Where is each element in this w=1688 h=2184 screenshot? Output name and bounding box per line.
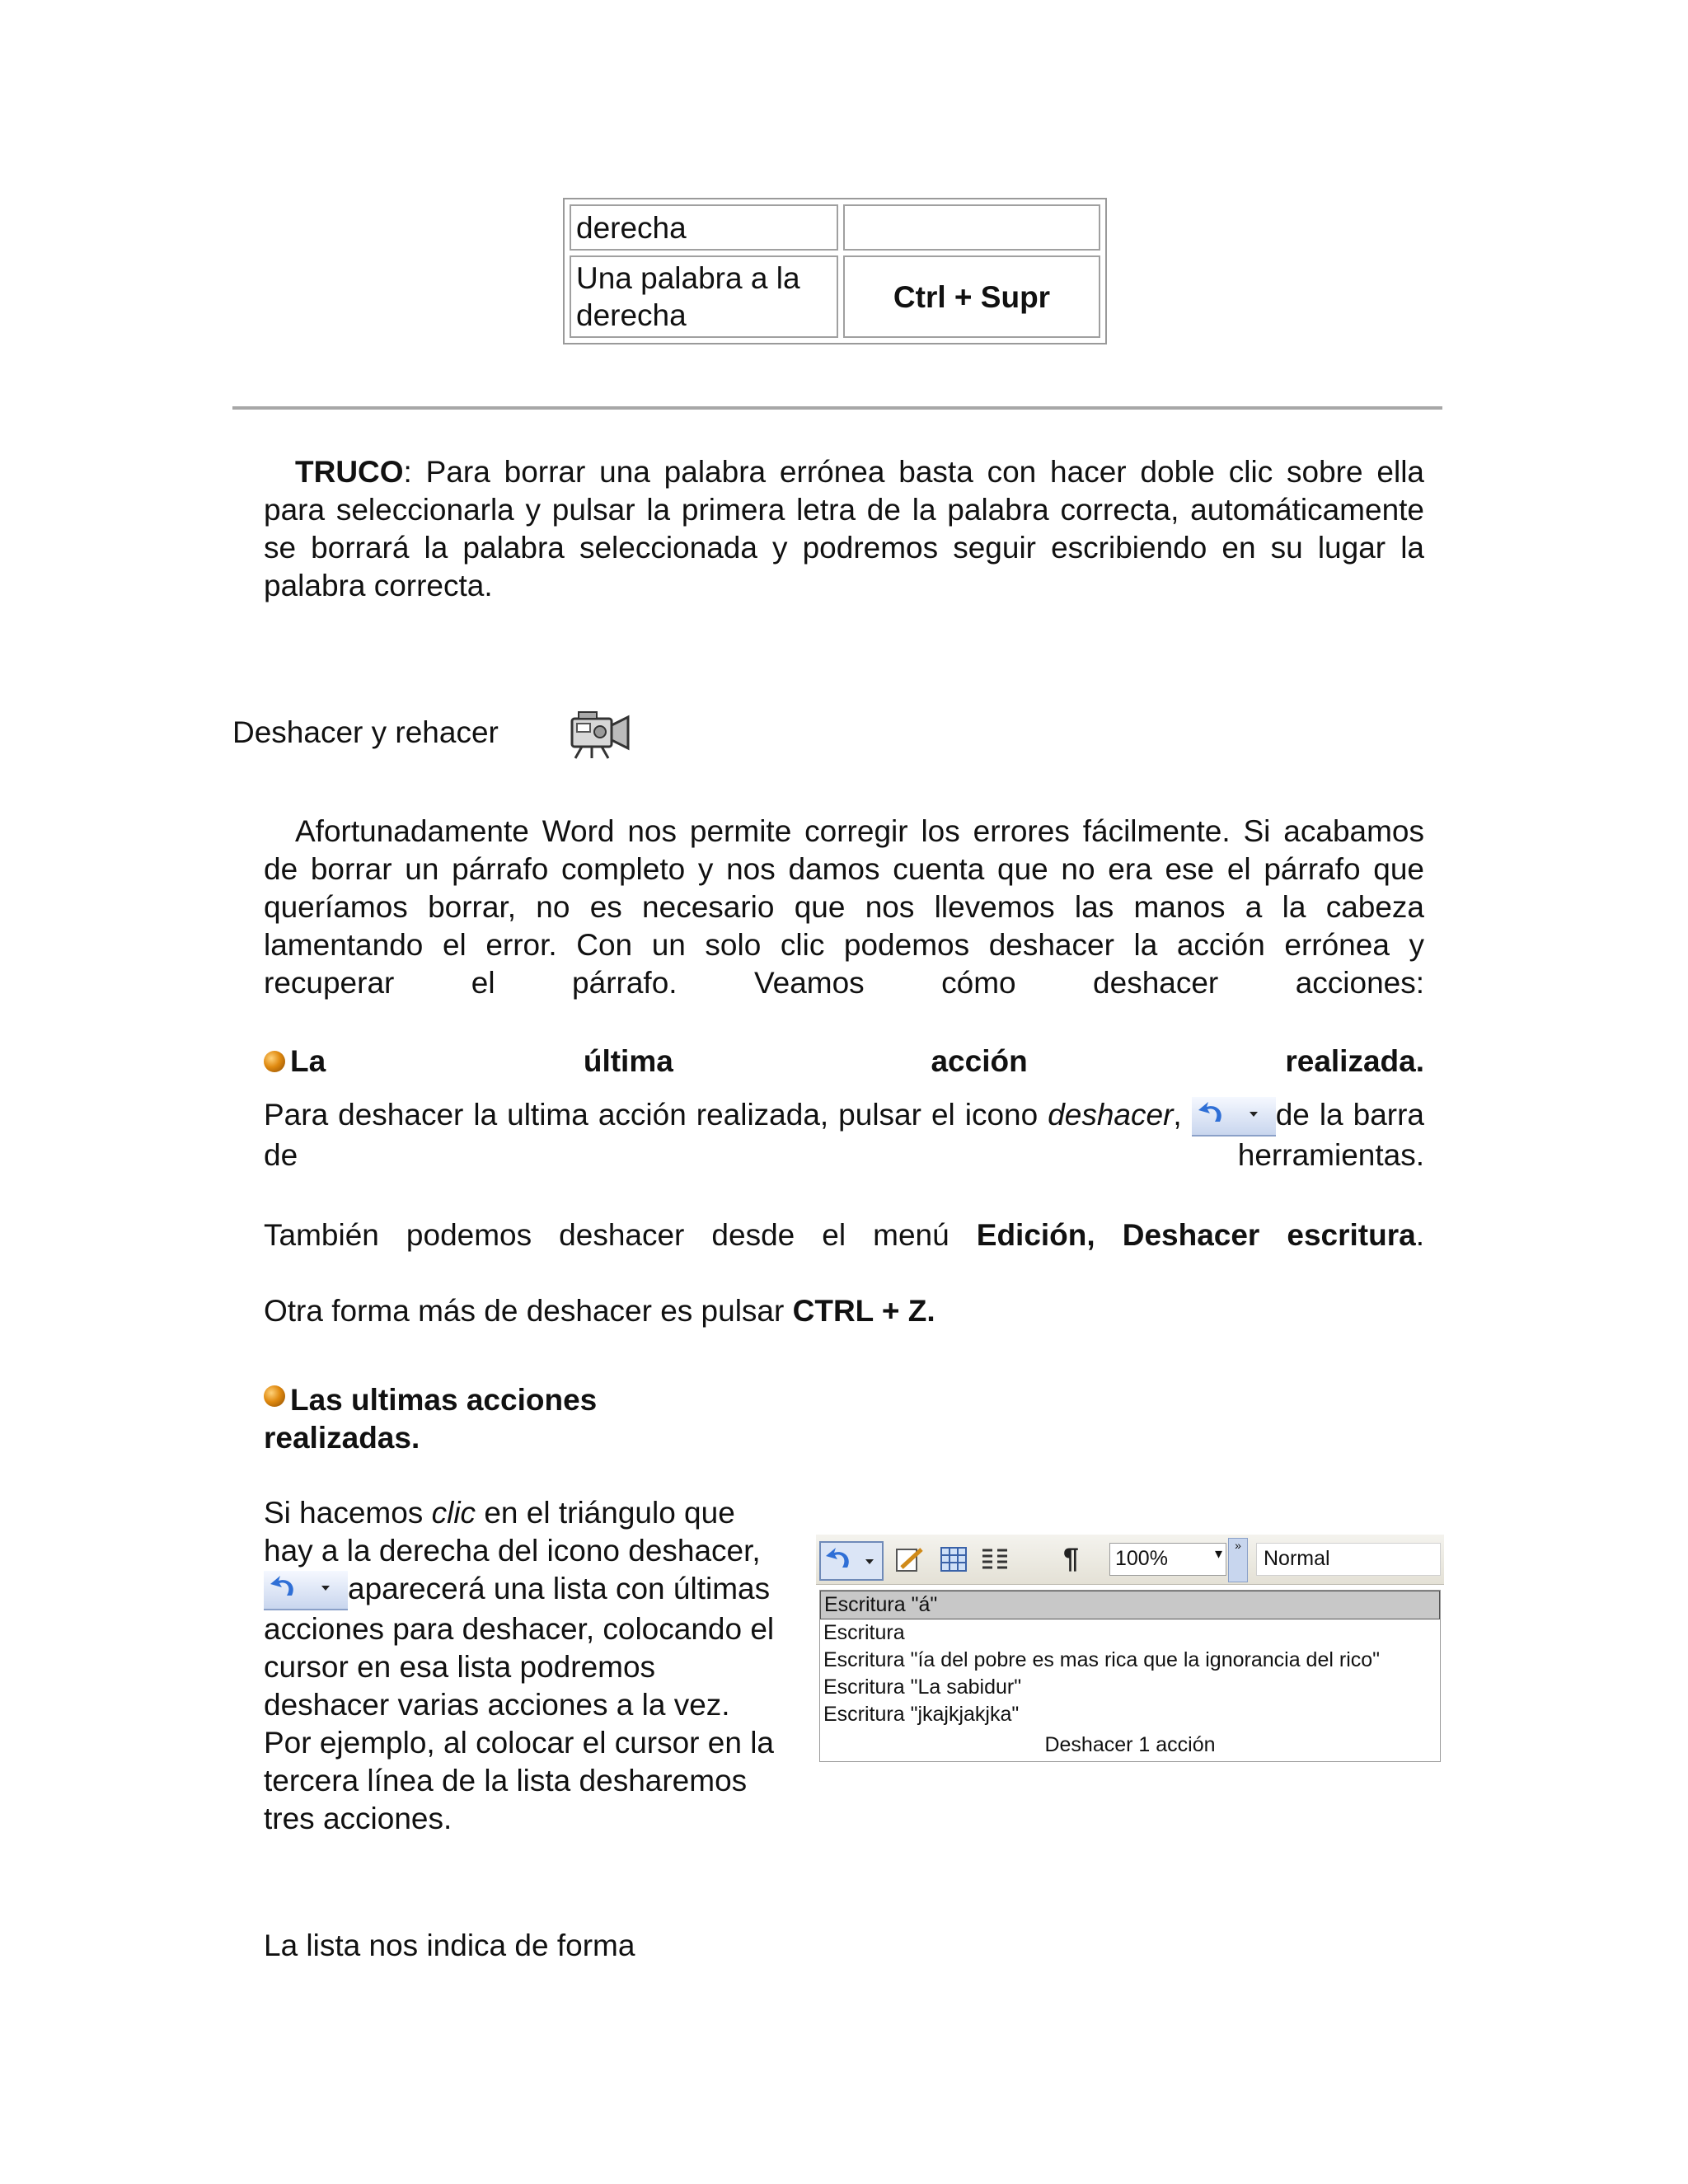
last-actions-text-em: clic (431, 1496, 476, 1530)
drawing-icon[interactable] (895, 1546, 925, 1574)
last-action-text-em: deshacer (1048, 1098, 1174, 1132)
toolbar (816, 1535, 1444, 1585)
last-action-text-b: , (1173, 1098, 1192, 1132)
last-actions-heading-text: Las ultimas acciones realizadas. (264, 1383, 598, 1455)
table-icon[interactable] (940, 1546, 968, 1572)
last-actions-text-c: aparecerá una lista con últimas acciones para deshacer, colocando el cursor en esa lista podremos deshacer varias acciones a la vez. Por ejemplo, al colocar el cursor en la tercera línea de la lista desharemos tres acciones. (264, 1572, 775, 1835)
last-actions-paragraph-1 (264, 1494, 785, 1838)
last-actions-text-a: Si hacemos (264, 1496, 432, 1530)
table-row (570, 204, 1100, 251)
last-action-p3-bold: CTRL + Z. (792, 1294, 935, 1328)
zoom-value: 100% (1115, 1547, 1168, 1570)
columns-icon[interactable] (981, 1546, 1009, 1572)
intro-paragraph: Afortunadamente Word nos permite corregir los errores fácilmente. Si acabamos de borrar un párrafo completo y nos damos cuenta que no era ese el párrafo que queríamos borrar, no es necesario que nos llevemos las manos a la cabeza lamentando el error. Con un solo clic podemos deshacer la acción errónea y recuperar el párrafo. Veamos cómo deshacer acciones: (264, 814, 1424, 1000)
table-cell-action: Una palabra a la derecha (570, 255, 838, 338)
last-actions-text-b: en el triángulo que hay a la derecha del icono deshacer, (264, 1496, 761, 1568)
tip-label: TRUCO (295, 455, 404, 489)
table-cell-keys: Ctrl + Supr (843, 255, 1100, 338)
last-actions-paragraph-2: La lista nos indica de forma (264, 1929, 635, 1962)
table-cell-keys (843, 204, 1100, 251)
undo-list-screenshot (816, 1535, 1444, 1774)
style-value: Normal (1264, 1547, 1330, 1570)
section-title (232, 714, 499, 752)
tip-text: : Para borrar una palabra errónea basta con hacer doble clic sobre ella para seleccionarla y pulsar la primera letra de la palabra correcta, automáticamente se borrará la palabra seleccionada y podremos seguir escribiendo en su lugar la palabra correcta. (264, 455, 1424, 602)
last-action-p2-a: También podemos deshacer desde el menú (264, 1218, 977, 1252)
undo-list (819, 1590, 1441, 1762)
last-action-p3-a: Otra forma más de deshacer es pulsar (264, 1294, 793, 1328)
horizontal-rule (232, 406, 1442, 410)
undo-list-item[interactable]: Escritura "ía del pobre es mas rica que la ignorancia del rico" (823, 1648, 1381, 1671)
last-action-paragraph-1 (264, 1096, 1424, 1174)
table-cell-action: derecha (570, 204, 838, 251)
undo-list-item[interactable]: Escritura "La sabidur" (823, 1675, 1022, 1699)
bullet-icon (264, 1051, 285, 1072)
last-action-text-c: de la barra de herramientas. (264, 1098, 1424, 1172)
tip-paragraph (264, 453, 1424, 605)
undo-dropdown-button[interactable] (819, 1541, 884, 1581)
shortcut-table (563, 198, 1107, 344)
undo-icon[interactable] (1192, 1097, 1276, 1137)
chevron-down-icon: ▾ (1214, 1545, 1222, 1562)
undo-list-item[interactable]: Escritura "á" (820, 1591, 1440, 1619)
last-action-p2-bold: Edición, Deshacer escritura (976, 1218, 1416, 1252)
table-row (570, 255, 1100, 338)
last-action-heading-row (264, 1043, 1424, 1080)
section-title-text: Deshacer y rehacer (232, 715, 499, 749)
bullet-icon (264, 1385, 285, 1407)
last-action-heading: La última acción realizada. (290, 1044, 1424, 1078)
toolbar-options-icon[interactable]: » (1228, 1538, 1248, 1582)
last-action-p2-b: . (1415, 1218, 1424, 1252)
video-camera-icon[interactable] (567, 707, 636, 762)
last-action-paragraph-2 (264, 1216, 1424, 1254)
pilcrow-icon[interactable]: ¶ (1063, 1543, 1079, 1574)
zoom-select[interactable] (1109, 1543, 1226, 1576)
undo-list-footer: Deshacer 1 acción (820, 1728, 1440, 1761)
last-actions-heading (264, 1381, 659, 1457)
style-select[interactable] (1256, 1543, 1441, 1576)
last-action-text-a: Para deshacer la ultima acción realizada, pulsar el icono (264, 1098, 1048, 1132)
last-action-paragraph-3 (264, 1292, 1424, 1330)
undo-icon[interactable] (264, 1571, 348, 1610)
undo-list-item[interactable]: Escritura (823, 1621, 905, 1644)
undo-list-item[interactable]: Escritura "jkajkjakjka" (823, 1703, 1020, 1726)
